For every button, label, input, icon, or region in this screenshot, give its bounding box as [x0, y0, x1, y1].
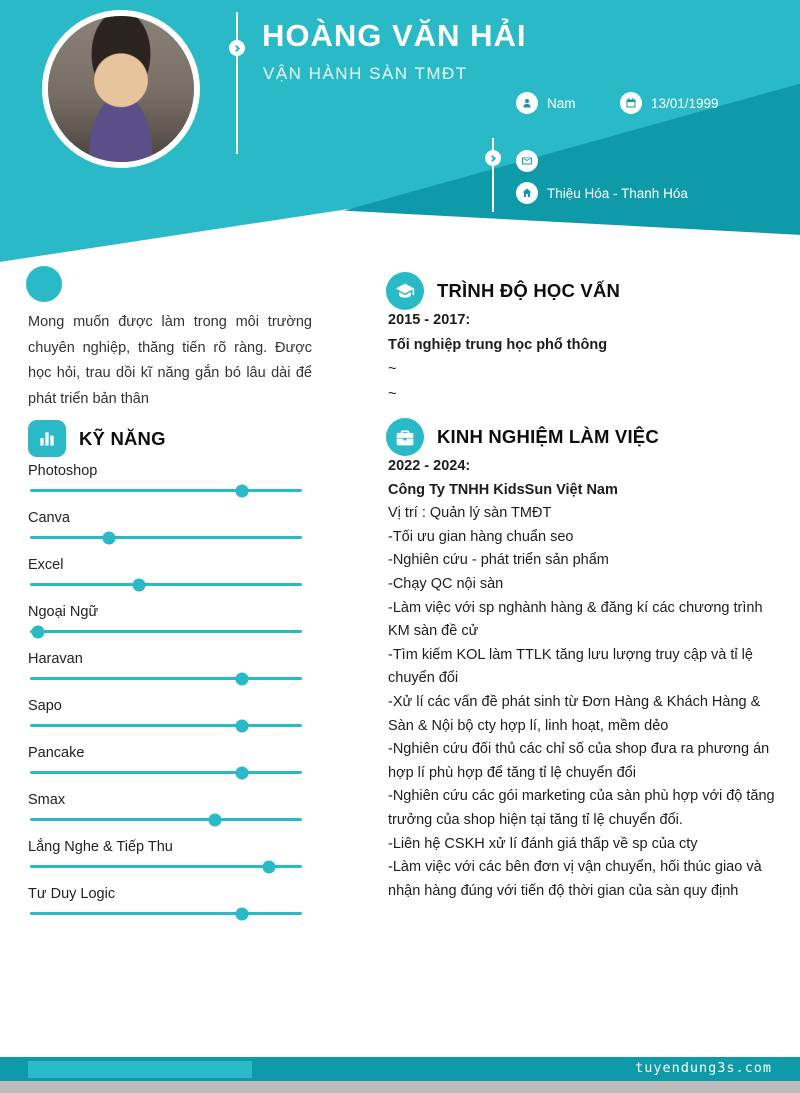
- bar-chart-icon: [28, 420, 66, 457]
- skills-list: [28, 461, 302, 931]
- education-note: ~: [388, 361, 397, 377]
- skill-slider[interactable]: [30, 489, 302, 492]
- experience-period: 2022 - 2024:: [388, 458, 471, 474]
- skill-slider-handle[interactable]: [132, 578, 145, 591]
- birthdate-field: [620, 92, 719, 114]
- skills-section-header: [28, 420, 166, 457]
- candidate-name: HOÀNG VĂN HẢI: [262, 18, 527, 53]
- skill-slider-handle[interactable]: [263, 860, 276, 873]
- skill-item: [28, 555, 302, 602]
- skill-slider[interactable]: [30, 771, 302, 774]
- chevron-right-icon: [229, 40, 245, 56]
- experience-bullet: -Làm việc với sp nghành hàng & đăng kí các chương trình KM sàn đề cử: [388, 599, 763, 640]
- gender-field: [516, 92, 576, 114]
- education-section-title: TRÌNH ĐỘ HỌC VẤN: [437, 280, 621, 301]
- profile-photo: [42, 10, 200, 168]
- experience-bullet: -Xử lí các vấn đề phát sinh từ Đơn Hàng & Khách Hàng & Sàn & Nội bộ cty hợp lí, linh hoạt, mềm dẻo: [388, 693, 761, 734]
- skill-item: [28, 743, 302, 790]
- skill-slider[interactable]: [30, 677, 302, 680]
- education-section-header: [386, 272, 620, 310]
- calendar-icon: [620, 92, 642, 114]
- graduation-cap-icon: [386, 272, 424, 310]
- briefcase-icon: [386, 418, 424, 456]
- experience-company: Công Ty TNHH KidsSun Việt Nam: [388, 481, 618, 498]
- objective-text: Mong muốn được làm trong môi trường chuyên nghiệp, thăng tiến rõ ràng. Được học hỏi, trau dồi kĩ năng gắn bó lâu dài để phát triển bản thân: [28, 314, 312, 407]
- home-icon: [516, 182, 538, 204]
- skill-slider-handle[interactable]: [236, 672, 249, 685]
- experience-bullet-list: [388, 526, 776, 904]
- skill-slider[interactable]: [30, 536, 302, 539]
- skill-slider-handle[interactable]: [236, 484, 249, 497]
- experience-bullet: -Liên hệ CSKH xử lí đánh giá thấp về sp của cty: [388, 835, 698, 852]
- skill-slider-handle[interactable]: [208, 813, 221, 826]
- person-icon: [516, 92, 538, 114]
- experience-bullet: -Chạy QC nội sàn: [388, 575, 504, 592]
- skill-item: [28, 602, 302, 649]
- skill-slider[interactable]: [30, 724, 302, 727]
- footer-gray-strip: [0, 1081, 800, 1093]
- email-field: [516, 150, 547, 172]
- chevron-right-icon: [485, 150, 501, 166]
- experience-bullet: -Nghiên cứu đối thủ các chỉ số của shop đưa ra phương án hợp lí phù hợp để tăng tỉ lệ chuyển đổi: [388, 741, 770, 781]
- skill-slider-handle[interactable]: [32, 625, 45, 638]
- education-period: 2015 - 2017:: [388, 312, 471, 328]
- experience-body: [388, 455, 776, 903]
- skill-slider[interactable]: [30, 818, 302, 821]
- footer-site-link[interactable]: tuyendung3s.com: [635, 1060, 772, 1076]
- envelope-icon: [516, 150, 538, 172]
- header-divider-line: [236, 12, 238, 154]
- skill-label: Canva: [28, 510, 70, 526]
- experience-bullet: -Nghiên cứu - phát triển sản phẩm: [388, 552, 609, 569]
- skill-item: [28, 790, 302, 837]
- skill-slider[interactable]: [30, 865, 302, 868]
- skill-item: [28, 696, 302, 743]
- skill-item: [28, 649, 302, 696]
- skill-label: Sapo: [28, 698, 62, 714]
- address-field: [516, 182, 688, 204]
- skill-label: Photoshop: [28, 463, 98, 479]
- education-body: [388, 308, 774, 406]
- candidate-job-title: VẬN HÀNH SÀN TMĐT: [263, 64, 468, 83]
- skill-slider-handle[interactable]: [236, 907, 249, 920]
- skill-slider[interactable]: [30, 583, 302, 586]
- experience-section-header: [386, 418, 659, 456]
- skill-label: Ngoại Ngữ: [28, 604, 99, 620]
- experience-bullet: -Tối ưu gian hàng chuẩn seo: [388, 528, 574, 545]
- experience-position: Vị trí : Quản lý sàn TMĐT: [388, 505, 552, 522]
- experience-bullet: -Làm việc với các bên đơn vị vận chuyển, hối thúc giao và nhận hàng đúng với tiến độ thời gian của sàn quy định: [388, 859, 762, 899]
- skill-label: Lắng Nghe & Tiếp Thu: [28, 839, 173, 855]
- education-note: ~: [388, 385, 397, 402]
- skill-item: [28, 837, 302, 884]
- objective-icon: [26, 266, 62, 302]
- skill-item: [28, 508, 302, 555]
- gender-value: Nam: [547, 95, 576, 111]
- profile-photo-image: [48, 16, 194, 162]
- skills-section-title: KỸ NĂNG: [79, 427, 166, 449]
- skill-slider-handle[interactable]: [236, 766, 249, 779]
- skill-slider[interactable]: [30, 630, 302, 633]
- skill-label: Smax: [28, 792, 66, 808]
- education-school: Tối nghiệp trung học phổ thông: [388, 336, 608, 353]
- skill-slider-handle[interactable]: [102, 531, 115, 544]
- skill-label: Pancake: [28, 745, 85, 761]
- skill-item: [28, 461, 302, 508]
- skill-slider-handle[interactable]: [236, 719, 249, 732]
- experience-section-title: KINH NGHIỆM LÀM VIỆC: [437, 426, 659, 447]
- address-value: Thiệu Hóa - Thanh Hóa: [547, 185, 688, 201]
- experience-bullet: -Nghiên cứu các gói marketing của sàn phù hợp với độ tăng trưởng của shop hiện tại tăng tỉ lệ chuyển đổi.: [388, 788, 775, 828]
- footer-accent-bar: [28, 1061, 252, 1078]
- experience-bullet: -Tìm kiếm KOL làm TTLK tăng lưu lượng truy cập và tỉ lệ chuyển đổi: [388, 646, 753, 687]
- skill-item: [28, 884, 302, 931]
- skill-label: Tư Duy Logic: [28, 886, 116, 902]
- skill-slider[interactable]: [30, 912, 302, 915]
- skill-label: Haravan: [28, 651, 83, 667]
- birthdate-value: 13/01/1999: [651, 95, 719, 111]
- skill-label: Excel: [28, 557, 64, 573]
